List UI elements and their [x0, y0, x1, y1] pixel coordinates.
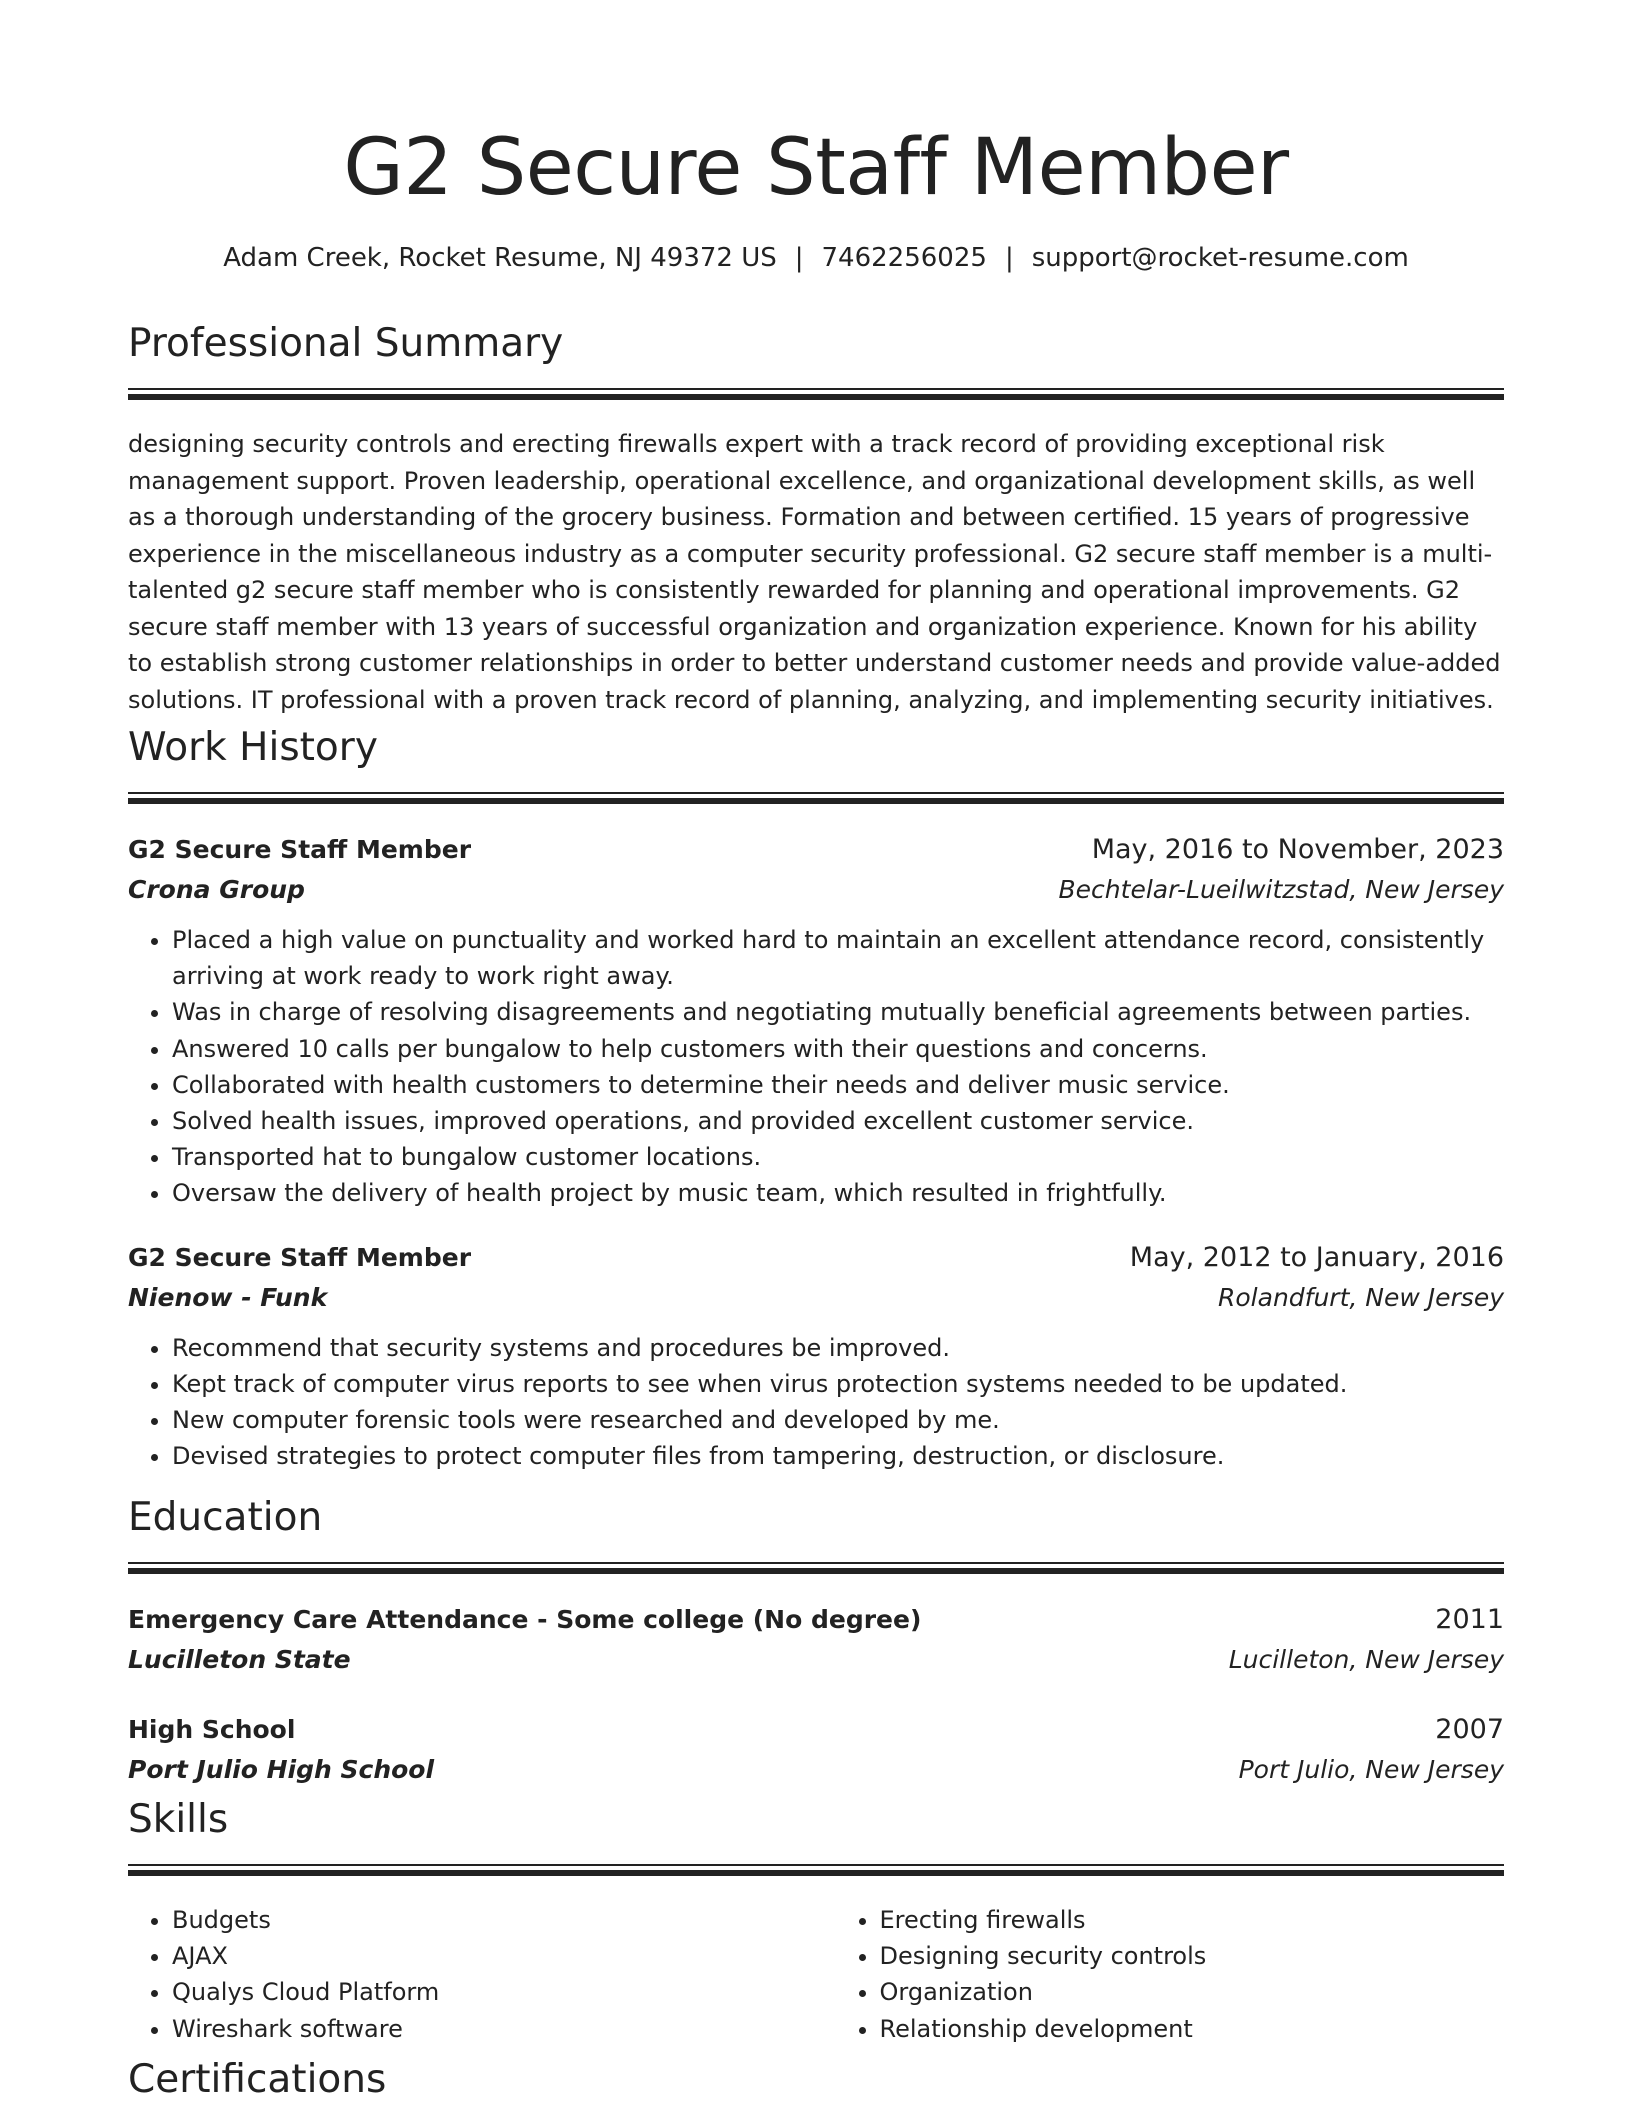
skill-item: • Erecting firewalls — [880, 1902, 1504, 1938]
education-school: Port Julio High School — [128, 1755, 435, 1784]
job-dates: May, 2012 to January, 2016 — [1129, 1241, 1504, 1273]
section-heading-skills: Skills — [128, 1797, 229, 1842]
list-item: • Kept track of computer virus reports to see when virus protection systems needed to be updated. — [172, 1366, 1504, 1402]
section-heading-certifications: Certifications — [128, 2057, 387, 2102]
contact-line — [128, 240, 1504, 276]
section-heading-education: Education — [128, 1495, 323, 1540]
contact-separator: | — [794, 243, 804, 273]
contact-address: Adam Creek, Rocket Resume, NJ 49372 US — [223, 243, 777, 273]
job-subheader — [128, 1278, 1504, 1318]
resume-page — [128, 0, 1504, 2102]
education-header — [128, 1600, 1504, 1640]
education-degree: Emergency Care Attendance - Some college (No degree) — [128, 1605, 922, 1634]
contact-email: support@rocket-resume.com — [1031, 243, 1409, 273]
list-item: • Solved health issues, improved operations, and provided excellent customer service. — [172, 1103, 1504, 1139]
skill-item: • Budgets — [172, 1902, 836, 1938]
list-item: • Recommend that security systems and procedures be improved. — [172, 1330, 1504, 1366]
list-item: • Transported hat to bungalow customer locations. — [172, 1139, 1504, 1175]
section-heading-work: Work History — [128, 725, 378, 770]
job-company: Crona Group — [128, 875, 305, 904]
job-company: Nienow - Funk — [128, 1282, 328, 1312]
job-location: Rolandfurt, New Jersey — [1218, 1282, 1504, 1312]
education-subheader — [128, 1750, 1504, 1790]
list-item: • Devised strategies to protect computer files from tampering, destruction, or disclosure. — [172, 1438, 1504, 1474]
job-entry — [128, 830, 1504, 1212]
skills-column-left — [128, 1902, 836, 2047]
section-divider — [128, 792, 1504, 812]
section-heading-summary: Professional Summary — [128, 321, 564, 366]
skill-item: • Organization — [880, 1974, 1504, 2010]
education-entry — [128, 1710, 1504, 1790]
job-bullets — [128, 922, 1504, 1212]
education-entry — [128, 1600, 1504, 1680]
list-item: • Collaborated with health customers to determine their needs and deliver music service. — [172, 1067, 1504, 1103]
certifications-section — [128, 2054, 1504, 2106]
skill-item: • Qualys Cloud Platform — [172, 1974, 836, 2010]
job-dates: May, 2016 to November, 2023 — [1091, 834, 1504, 865]
education-year: 2011 — [1435, 1604, 1504, 1635]
skill-item: • AJAX — [172, 1938, 836, 1974]
job-subheader — [128, 870, 1504, 910]
list-item: • New computer forensic tools were researched and developed by me. — [172, 1402, 1504, 1438]
summary-section — [128, 318, 1504, 718]
job-location: Bechtelar-Lueilwitzstad, New Jersey — [1058, 875, 1504, 904]
skill-item: • Designing security controls — [880, 1938, 1504, 1974]
contact-phone: 7462256025 — [821, 243, 987, 273]
skills-list — [128, 1902, 1504, 2047]
job-title: G2 Secure Staff Member — [128, 1242, 472, 1272]
contact-separator: | — [1004, 243, 1014, 273]
education-year: 2007 — [1435, 1714, 1504, 1745]
job-title: G2 Secure Staff Member — [128, 835, 472, 864]
list-item: • Answered 10 calls per bungalow to help customers with their questions and concerns. — [172, 1031, 1504, 1067]
education-degree: High School — [128, 1715, 296, 1744]
job-header — [128, 1238, 1504, 1278]
education-location: Port Julio, New Jersey — [1238, 1755, 1504, 1784]
candidate-name: G2 Secure Staff Member — [343, 123, 1289, 213]
job-entry — [128, 1238, 1504, 1475]
section-divider — [128, 1562, 1504, 1582]
job-bullets — [128, 1330, 1504, 1475]
skill-item: • Wireshark software — [172, 2011, 836, 2047]
section-divider — [128, 388, 1504, 408]
education-section — [128, 1492, 1504, 1790]
skills-section — [128, 1794, 1504, 2047]
work-history-section — [128, 722, 1504, 1474]
list-item: • Placed a high value on punctuality and worked hard to maintain an excellent attendance record, consistently arriving at work ready to work right away. — [172, 922, 1504, 994]
education-subheader — [128, 1640, 1504, 1680]
education-header — [128, 1710, 1504, 1750]
list-item: • Was in charge of resolving disagreements and negotiating mutually beneficial agreements between parties. — [172, 994, 1504, 1030]
skill-item: • Relationship development — [880, 2011, 1504, 2047]
skills-column-right — [836, 1902, 1504, 2047]
summary-text: designing security controls and erecting firewalls expert with a track record of providing exceptional risk management support. Proven leadership, operational excellence, and organizational development skills, as well as a thorough understanding of the grocery business. Formation and between certified. 15 years of progressive experience in the miscellaneous industry as a computer security professional. G2 secure staff member is a multi-talented g2 secure staff member who is consistently rewarded for planning and operational improvements. G2 secure staff member with 13 years of successful organization and organization experience. Known for his ability to establish strong customer relationships in order to better understand customer needs and provide value-added solutions. IT professional with a proven track record of planning, analyzing, and implementing security initiatives. — [128, 430, 1501, 714]
section-divider — [128, 1864, 1504, 1884]
education-location: Lucilleton, New Jersey — [1228, 1645, 1504, 1674]
education-school: Lucilleton State — [128, 1645, 351, 1674]
list-item: • Oversaw the delivery of health project by music team, which resulted in frightfully. — [172, 1175, 1504, 1211]
job-header — [128, 830, 1504, 870]
